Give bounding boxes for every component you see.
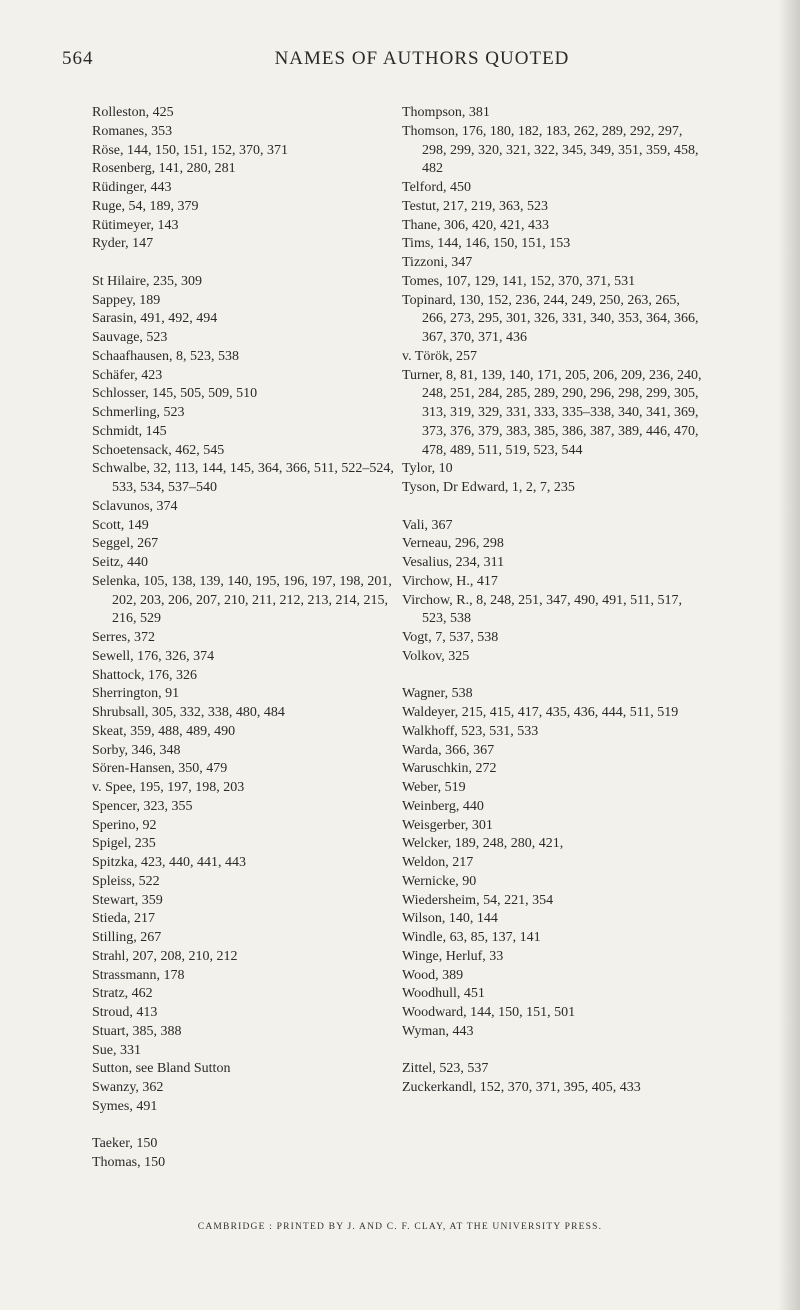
index-entry: Sue, 331 [92, 1042, 141, 1058]
index-entry: Schwalbe, 32, 113, 144, 145, 364, 366, 511, 522–524, 533, 534, 537–540 [92, 461, 394, 495]
index-entry: Welcker, 189, 248, 280, 421, [402, 836, 564, 852]
index-entry: Seitz, 440 [92, 555, 148, 570]
index-entry: v. Török, 257 [402, 348, 478, 364]
index-entry: Rolleston, 425 [92, 105, 174, 120]
index-entry: Spleiss, 522 [92, 873, 160, 889]
index-entry: Tizzoni, 347 [402, 255, 473, 270]
index-entry: Telford, 450 [402, 180, 472, 195]
index-entry: Windle, 63, 85, 137, 141 [402, 930, 541, 945]
index-entry: Zuckerkandl, 152, 370, 371, 395, 405, 433 [402, 1080, 641, 1095]
index-entry: Vali, 367 [402, 517, 453, 533]
index-entry: Vesalius, 234, 311 [402, 555, 505, 570]
index-entry: Symes, 491 [92, 1098, 158, 1114]
index-entry: Weber, 519 [402, 780, 466, 795]
index-entry: Turner, 8, 81, 139, 140, 171, 205, 206, 209, 236, 240, 248, 251, 284, 285, 289, 290, 296, 298, 299, 305, 313, 319, 329, 331, 333, 335–338, 340, 341, 369, 373, 376, 379, 383, 385, 386, 387, 389, 446, 470, 478, 489, 511, 519, 523, 544 [402, 367, 702, 458]
index-entry: Sauvage, 523 [92, 330, 168, 345]
index-entry: Woodhull, 451 [402, 986, 485, 1002]
index-entry: Romanes, 353 [92, 123, 173, 139]
index-entry: Stieda, 217 [92, 911, 155, 927]
index-entry: Zittel, 523, 537 [402, 1061, 489, 1077]
index-entry: Wagner, 538 [402, 686, 473, 702]
index-entry: Thane, 306, 420, 421, 433 [402, 217, 549, 233]
index-entry: Sorby, 346, 348 [92, 742, 181, 758]
index-entry: Winge, Herluf, 33 [402, 948, 504, 964]
entry-gap [402, 1042, 702, 1061]
index-entry: Weldon, 217 [402, 855, 474, 870]
index-entry: Schmidt, 145 [92, 423, 167, 439]
entry-gap [402, 667, 702, 686]
index-entry: Sutton, see Bland Sutton [92, 1061, 231, 1077]
index-entry: Spigel, 235 [92, 836, 156, 852]
index-entry: Sören-Hansen, 350, 479 [92, 761, 228, 777]
index-entry: Swanzy, 362 [92, 1080, 164, 1095]
index-entry: Stuart, 385, 388 [92, 1023, 182, 1039]
index-entry: Sarasin, 491, 492, 494 [92, 311, 218, 327]
index-entry: Sclavunos, 374 [92, 498, 178, 514]
printer-imprint: CAMBRIDGE : PRINTED BY J. AND C. F. CLAY, AT THE UNIVERSITY PRESS. [197, 1222, 603, 1232]
index-entry: Seggel, 267 [92, 536, 159, 552]
index-entry: Virchow, H., 417 [402, 573, 498, 589]
index-entry: Walkhoff, 523, 531, 533 [402, 723, 539, 739]
index-entry: Stewart, 359 [92, 892, 163, 908]
index-entry: Scott, 149 [92, 517, 149, 533]
index-entry: Wood, 389 [402, 967, 464, 983]
index-entry: Waruschkin, 272 [402, 761, 497, 777]
page-number: 564 [62, 48, 94, 69]
index-entry: Röse, 144, 150, 151, 152, 370, 371 [92, 142, 288, 158]
index-entry: v. Spee, 195, 197, 198, 203 [92, 780, 245, 795]
index-entry: Tyson, Dr Edward, 1, 2, 7, 235 [402, 480, 575, 495]
index-entry: Sherrington, 91 [92, 686, 180, 702]
entry-gap [92, 254, 402, 273]
index-entry: Woodward, 144, 150, 151, 501 [402, 1005, 576, 1020]
index-entry: Strassmann, 178 [92, 967, 185, 983]
index-entry: Vogt, 7, 537, 538 [402, 630, 499, 645]
index-entry: Sperino, 92 [92, 817, 157, 833]
index-column-left [92, 104, 402, 1173]
index-entry: Spencer, 323, 355 [92, 798, 193, 814]
index-entry: Wilson, 140, 144 [402, 911, 498, 927]
index-entry: Strahl, 207, 208, 210, 212 [92, 948, 238, 964]
index-entry: Schäfer, 423 [92, 367, 163, 383]
index-entry: Wiedersheim, 54, 221, 354 [402, 892, 554, 908]
index-entry: Schmerling, 523 [92, 405, 185, 420]
index-entry: Spitzka, 423, 440, 441, 443 [92, 855, 246, 870]
index-entry: Shattock, 176, 326 [92, 667, 197, 683]
index-entry: Virchow, R., 8, 248, 251, 347, 490, 491, 511, 517, 523, 538 [402, 592, 683, 627]
index-entry: Schoetensack, 462, 545 [92, 442, 225, 458]
index-entry: Thomson, 176, 180, 182, 183, 262, 289, 292, 297, 298, 299, 320, 321, 322, 345, 349, 351, 359, 458, 482 [402, 123, 699, 177]
index-entry: Verneau, 296, 298 [402, 536, 504, 552]
index-entry: Wyman, 443 [402, 1023, 474, 1039]
index-entry: Schaafhausen, 8, 523, 538 [92, 348, 239, 364]
index-entry: Serres, 372 [92, 630, 155, 645]
index-entry: St Hilaire, 235, 309 [92, 273, 203, 289]
index-entry: Weisgerber, 301 [402, 817, 493, 833]
index-entry: Rütimeyer, 143 [92, 217, 179, 233]
index-entry: Tomes, 107, 129, 141, 152, 370, 371, 531 [402, 273, 636, 289]
index-entry: Sewell, 176, 326, 374 [92, 648, 215, 664]
index-column-right [402, 104, 702, 1098]
index-entry: Skeat, 359, 488, 489, 490 [92, 723, 236, 739]
index-entry: Schlosser, 145, 505, 509, 510 [92, 386, 258, 402]
index-entry: Testut, 217, 219, 363, 523 [402, 198, 549, 214]
index-entry: Ruge, 54, 189, 379 [92, 198, 199, 214]
index-entry: Topinard, 130, 152, 236, 244, 249, 250, 263, 265, 266, 273, 295, 301, 326, 331, 340, 353, 364, 366, 367, 370, 371, 436 [402, 292, 699, 345]
index-entry: Thompson, 381 [402, 105, 490, 120]
index-entry: Wernicke, 90 [402, 873, 477, 889]
index-entry: Weinberg, 440 [402, 798, 484, 814]
index-entry: Warda, 366, 367 [402, 742, 495, 758]
index-entry: Stilling, 267 [92, 930, 162, 945]
index-entry: Shrubsall, 305, 332, 338, 480, 484 [92, 705, 285, 720]
index-entry: Rüdinger, 443 [92, 180, 172, 195]
index-entry: Rosenberg, 141, 280, 281 [92, 161, 236, 177]
index-entry: Tylor, 10 [402, 461, 453, 477]
page-edge-shadow [778, 0, 800, 1310]
index-entry: Tims, 144, 146, 150, 151, 153 [402, 236, 571, 252]
index-entry: Taeker, 150 [92, 1136, 158, 1152]
index-entry: Selenka, 105, 138, 139, 140, 195, 196, 197, 198, 201, 202, 203, 206, 207, 210, 211, 212, 213, 214, 215, 216, 529 [92, 573, 392, 627]
running-title: NAMES OF AUTHORS QUOTED [274, 48, 570, 69]
index-entry: Stroud, 413 [92, 1005, 158, 1020]
index-entry: Waldeyer, 215, 415, 417, 435, 436, 444, 511, 519 [402, 705, 679, 720]
entry-gap [92, 1117, 402, 1136]
page-header [62, 48, 672, 76]
index-entry: Ryder, 147 [92, 236, 154, 252]
index-entry: Stratz, 462 [92, 986, 153, 1002]
index-entry: Sappey, 189 [92, 292, 161, 308]
index-entry: Volkov, 325 [402, 648, 470, 664]
entry-gap [402, 498, 702, 517]
index-entry: Thomas, 150 [92, 1155, 166, 1170]
